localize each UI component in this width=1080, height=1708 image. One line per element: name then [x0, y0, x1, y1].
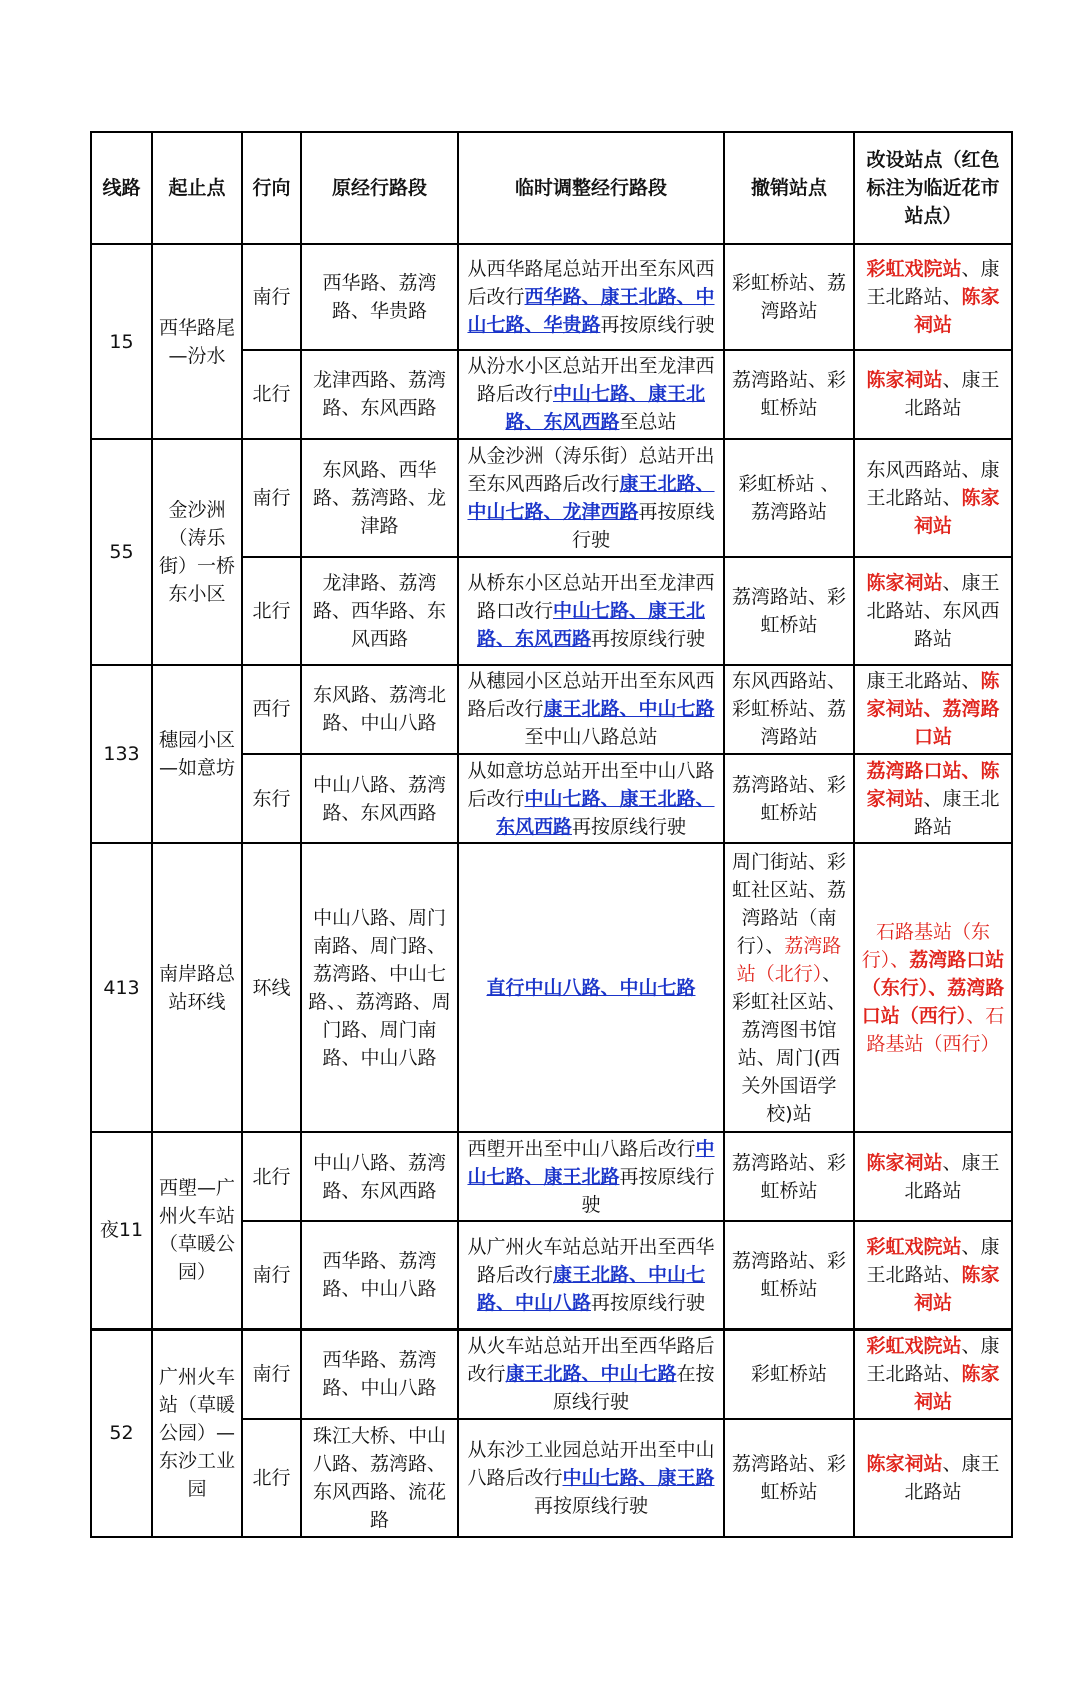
text-segment: 从火车站总站开出至西华路后改行 — [467, 1335, 715, 1386]
nearby-flower-market-stop: 陈家祠站、荔湾路口站 — [866, 670, 1000, 749]
new-stops-cell — [854, 843, 1012, 1132]
temporary-route-cell — [458, 1419, 724, 1537]
route-endpoints-cell: 南岸路总站环线 — [152, 843, 242, 1132]
header-direction: 行向 — [242, 132, 301, 244]
route-number-cell: 52 — [91, 1329, 152, 1537]
highlighted-road: 康王北路、中山七路、龙津西路 — [467, 473, 715, 523]
cancelled-stops-cell: 荔湾路站、彩虹桥站 — [724, 1419, 854, 1537]
text-segment: 、康王北路站 — [913, 787, 1000, 838]
highlighted-road: 中山七路、康王北路、东风西路 — [495, 787, 715, 838]
original-route-cell: 中山八路、周门南路、周门路、荔湾路、中山七路、、荔湾路、周门路、周门南路、中山八路 — [301, 843, 458, 1132]
nearby-flower-market-stop: 陈家祠站 — [866, 1453, 943, 1476]
text-segment: 、彩虹社区站、荔湾图书馆站、周门(西关外国语学校)站 — [731, 962, 846, 1125]
text-segment: 至总站 — [619, 411, 677, 434]
route-number-cell: 夜11 — [91, 1132, 152, 1329]
text-segment: 、康王北路站、东风西路站 — [866, 571, 1000, 650]
route-number-cell: 413 — [91, 843, 152, 1132]
text-segment: 、康王北路站 — [904, 1151, 1000, 1202]
text-segment: 从金沙洲（涛乐街）总站开出至东风西路后改行 — [467, 445, 715, 495]
text-segment: 、康王北路站、 — [866, 1236, 1000, 1287]
text-segment: 至中山八路总站 — [524, 726, 658, 749]
text-segment: 从如意坊总站开出至中山八路后改行 — [467, 759, 715, 810]
original-route-cell: 西华路、荔湾路、中山八路 — [301, 1221, 458, 1329]
cancelled-stops-cell: 荔湾路站、彩虹桥站 — [724, 350, 854, 439]
original-route-cell: 西华路、荔湾路、中山八路 — [301, 1329, 458, 1419]
text-segment: 再按原线行驶 — [572, 815, 687, 838]
table-body — [91, 244, 1012, 1537]
table-row — [91, 665, 1012, 754]
new-stops-cell — [854, 754, 1012, 843]
direction-cell: 南行 — [242, 439, 301, 557]
red-stop-text: 石路基站（东行）、 — [861, 920, 990, 971]
text-segment: 、康王北路站 — [904, 369, 1000, 420]
nearby-flower-market-stop: 陈家祠站 — [866, 571, 943, 594]
highlighted-road: 直行中山八路、中山七路 — [486, 976, 696, 999]
temporary-route-cell — [458, 557, 724, 665]
original-route-cell: 珠江大桥、中山八路、荔湾路、东风西路、流花路 — [301, 1419, 458, 1537]
cancelled-stops-cell — [724, 843, 854, 1132]
text-segment: 在按原线行驶 — [552, 1363, 715, 1414]
text-segment: 、康王北路站、 — [866, 1335, 1000, 1386]
text-segment: 、康王北路站、 — [866, 257, 1000, 308]
header-endpoints: 起止点 — [152, 132, 242, 244]
text-segment: 从汾水小区总站开出至龙津西路后改行 — [467, 355, 715, 406]
original-route-cell: 东风路、西华路、荔湾路、龙津路 — [301, 439, 458, 557]
temporary-route-cell — [458, 754, 724, 843]
highlighted-road: 中山七路、康王北路、东风西路 — [476, 599, 706, 650]
new-stops-cell — [854, 557, 1012, 665]
cancelled-stops-cell: 荔湾路站、彩虹桥站 — [724, 1221, 854, 1329]
highlighted-road: 中山七路、康王北路、东风西路 — [505, 383, 706, 434]
text-segment: 再按原线行驶 — [591, 627, 706, 650]
nearby-flower-market-stop: 陈家祠站 — [866, 1151, 943, 1174]
text-segment: 再按原线行驶 — [571, 501, 715, 551]
text-segment: 再按原线行驶 — [533, 1495, 648, 1518]
table-row — [91, 1329, 1012, 1419]
red-stop-text: 荔湾路站（北行） — [736, 934, 842, 985]
new-stops-cell — [854, 1132, 1012, 1221]
cancelled-stops-cell: 荔湾路站、彩虹桥站 — [724, 1132, 854, 1221]
route-endpoints-cell: 穗园小区—如意坊 — [152, 665, 242, 844]
nearby-flower-market-stop: 陈家祠站 — [913, 285, 1000, 336]
original-route-cell: 东风路、荔湾北路、中山八路 — [301, 665, 458, 754]
text-segment: 从东沙工业园总站开出至中山八路后改行 — [467, 1439, 715, 1490]
temporary-route-cell — [458, 350, 724, 439]
text-segment: 东风西路站、康王北路站、 — [866, 459, 1000, 509]
nearby-flower-market-stop: 陈家祠站 — [913, 487, 1000, 537]
direction-cell: 东行 — [242, 754, 301, 843]
highlighted-road: 康王北路、中山七路、中山八路 — [476, 1264, 706, 1315]
text-segment: 康王北路站、 — [866, 670, 981, 693]
original-route-cell: 西华路、荔湾路、华贵路 — [301, 244, 458, 350]
text-segment: 从广州火车站总站开出至西华路后改行 — [467, 1236, 715, 1287]
nearby-flower-market-stop: 彩虹戏院站 — [866, 257, 962, 280]
header-line: 线路 — [91, 132, 152, 244]
direction-cell: 北行 — [242, 1419, 301, 1537]
highlighted-road: 中山七路、康王北路 — [467, 1137, 715, 1188]
table-row — [91, 843, 1012, 1132]
route-endpoints-cell: 金沙洲（涛乐街）一桥东小区 — [152, 439, 242, 665]
new-stops-cell — [854, 1329, 1012, 1419]
nearby-flower-market-stop: 陈家祠站 — [866, 369, 943, 392]
route-adjustment-table — [90, 131, 1013, 1538]
text-segment: 从西华路尾总站开出至东风西后改行 — [467, 257, 715, 308]
original-route-cell: 龙津路、荔湾路、西华路、东风西路 — [301, 557, 458, 665]
table-row — [91, 439, 1012, 557]
header-new-stops: 改设站点（红色标注为临近花市站点） — [854, 132, 1012, 244]
nearby-flower-market-stop: 荔湾路口站（东行）、荔湾路口站（西行） — [861, 948, 1005, 1027]
nearby-flower-market-stop: 陈家祠站 — [913, 1264, 1000, 1315]
highlighted-road: 西华路、康王北路、中山七路、华贵路 — [467, 285, 715, 336]
original-route-cell: 龙津西路、荔湾路、东风西路 — [301, 350, 458, 439]
direction-cell: 南行 — [242, 1329, 301, 1419]
direction-cell: 南行 — [242, 244, 301, 350]
direction-cell: 南行 — [242, 1221, 301, 1329]
text-segment: 再按原线行驶 — [600, 313, 715, 336]
nearby-flower-market-stop: 彩虹戏院站 — [866, 1236, 962, 1259]
red-stop-text: 、石路基站（西行） — [866, 1004, 1005, 1055]
cancelled-stops-cell: 彩虹桥站 — [724, 1329, 854, 1419]
new-stops-cell — [854, 439, 1012, 557]
header-temporary-route: 临时调整经行路段 — [458, 132, 724, 244]
new-stops-cell — [854, 1419, 1012, 1537]
highlighted-road: 康王北路、中山七路 — [543, 698, 715, 721]
direction-cell: 北行 — [242, 1132, 301, 1221]
temporary-route-cell — [458, 1329, 724, 1419]
text-segment: 从桥东小区总站开出至龙津西路口改行 — [467, 571, 715, 622]
temporary-route-cell — [458, 1132, 724, 1221]
cancelled-stops-cell: 彩虹桥站 、荔湾路站 — [724, 439, 854, 557]
new-stops-cell — [854, 1221, 1012, 1329]
direction-cell: 西行 — [242, 665, 301, 754]
cancelled-stops-cell: 东风西路站、彩虹桥站、荔湾路站 — [724, 665, 854, 754]
header-original-route: 原经行路段 — [301, 132, 458, 244]
direction-cell: 北行 — [242, 557, 301, 665]
temporary-route-cell — [458, 665, 724, 754]
new-stops-cell — [854, 665, 1012, 754]
original-route-cell: 中山八路、荔湾路、东风西路 — [301, 754, 458, 843]
nearby-flower-market-stop: 彩虹戏院站 — [866, 1335, 962, 1358]
nearby-flower-market-stop: 陈家祠站 — [913, 1363, 1000, 1414]
header-row — [91, 132, 1012, 244]
cancelled-stops-cell: 荔湾路站、彩虹桥站 — [724, 754, 854, 843]
route-endpoints-cell: 西华路尾—汾水 — [152, 244, 242, 439]
text-segment: 周门街站、彩虹社区站、荔湾路站（南行）、 — [731, 850, 846, 957]
table-row — [91, 1132, 1012, 1221]
route-number-cell: 15 — [91, 244, 152, 439]
new-stops-cell — [854, 244, 1012, 350]
temporary-route-cell — [458, 1221, 724, 1329]
text-segment: 再按原线行驶 — [591, 1292, 706, 1315]
text-segment: 西塱开出至中山八路后改行 — [467, 1137, 696, 1160]
table-row — [91, 244, 1012, 350]
route-number-cell: 55 — [91, 439, 152, 665]
temporary-route-cell — [458, 439, 724, 557]
direction-cell: 环线 — [242, 843, 301, 1132]
text-segment: 再按原线行驶 — [581, 1165, 715, 1216]
text-segment: 、康王北路站 — [904, 1453, 1000, 1504]
highlighted-road: 中山七路、康王路 — [562, 1467, 715, 1490]
cancelled-stops-cell: 荔湾路站、彩虹桥站 — [724, 557, 854, 665]
highlighted-road: 康王北路、中山七路 — [505, 1363, 677, 1386]
nearby-flower-market-stop: 荔湾路口站、陈家祠站 — [866, 759, 1000, 810]
direction-cell: 北行 — [242, 350, 301, 439]
route-endpoints-cell: 广州火车站（草暖公园）—东沙工业园 — [152, 1329, 242, 1537]
original-route-cell: 中山八路、荔湾路、东风西路 — [301, 1132, 458, 1221]
header-cancelled-stops: 撤销站点 — [724, 132, 854, 244]
temporary-route-cell — [458, 843, 724, 1132]
cancelled-stops-cell: 彩虹桥站、荔湾路站 — [724, 244, 854, 350]
route-number-cell: 133 — [91, 665, 152, 844]
temporary-route-cell — [458, 244, 724, 350]
new-stops-cell — [854, 350, 1012, 439]
text-segment: 从穗园小区总站开出至东风西路后改行 — [467, 670, 715, 721]
route-endpoints-cell: 西塱—广州火车站（草暖公园） — [152, 1132, 242, 1329]
